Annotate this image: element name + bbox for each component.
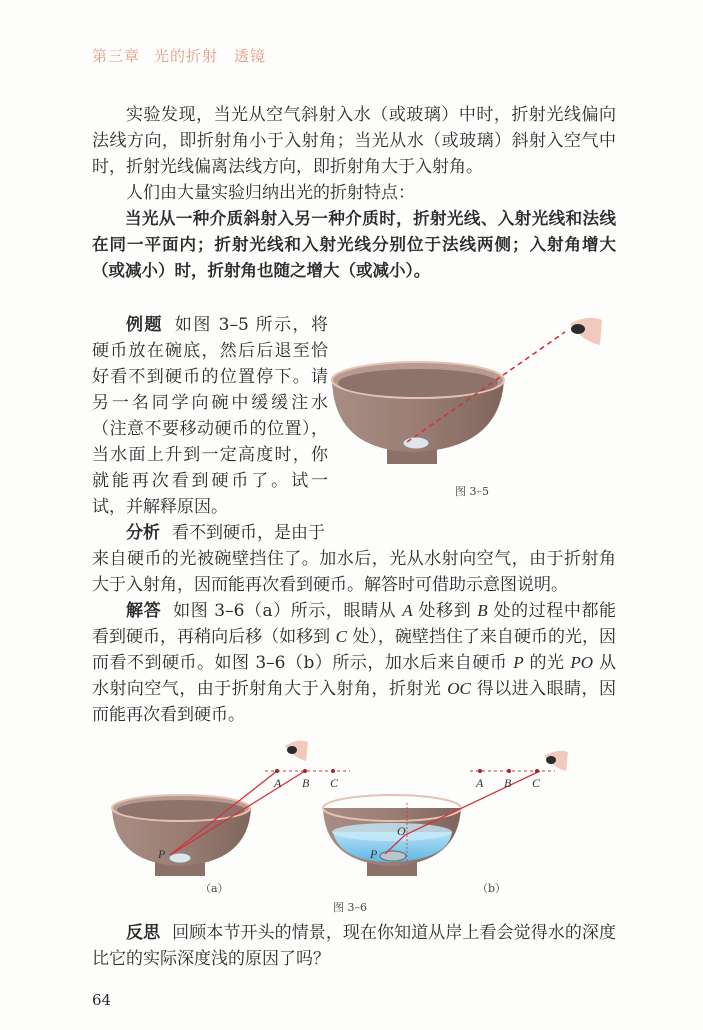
reflection-paragraph: [92, 920, 616, 972]
ray-label: OC: [447, 679, 471, 698]
example-label: 例题: [126, 315, 163, 335]
analysis-text-start: 看不到硬币，是由于: [172, 523, 325, 543]
figure-3-5-bowl: [332, 362, 504, 464]
figure-3-5-caption: 图 3–5: [455, 485, 489, 498]
figure-3-6: [92, 736, 616, 916]
point-label: B: [477, 601, 488, 620]
answer-text: 的光: [523, 653, 571, 673]
chapter-label: 第三章: [92, 47, 141, 65]
point-b-label: B: [504, 776, 512, 790]
point-label: P: [513, 653, 524, 672]
answer-text: 处的过程中都能看到硬币，再稍向后移（如移到: [92, 601, 617, 647]
eye-icon: [570, 318, 602, 345]
reflection-text: 回顾本节开头的情景，现在你知道从岸上看会觉得水的深度比它的实际深度浅的原因了吗？: [92, 923, 617, 969]
answer-paragraph: [92, 598, 616, 728]
figure-3-5: [328, 312, 616, 502]
ray-label: PO: [570, 653, 594, 672]
subfigure-b-caption: （b）: [477, 882, 507, 895]
paragraph-summary-intro: 人们由大量实验归纳出光的折射特点：: [126, 183, 415, 203]
subfigure-a-caption: （a）: [200, 882, 229, 895]
point-a-label: A: [476, 776, 484, 790]
point-label: A: [402, 601, 413, 620]
analysis-first-line: [92, 520, 328, 546]
paragraph-experiment: 实验发现，当光从空气斜射入水（或玻璃）中时，折射光线偏向法线方向，即折射角小于入射角；当光从水（或玻璃）斜射入空气中时，折射光线偏离法线方向，即折射角大于入射角。: [92, 105, 616, 177]
eye-icon: [285, 741, 308, 761]
text-column: [92, 0, 616, 1030]
answer-text: 如图 3–6（a）所示，眼睛从: [173, 601, 403, 621]
point-label: C: [335, 627, 347, 646]
figure-3-6b-bowl: [323, 795, 461, 876]
example-row: [92, 312, 616, 546]
example-column: [92, 312, 328, 546]
point-a-label: A: [274, 776, 282, 790]
reflection-label: 反思: [126, 923, 161, 943]
point-o-label: O: [397, 824, 406, 838]
answer-text: 得以进入眼睛，因而能再次看到硬币。: [92, 679, 617, 725]
refraction-rule: 当光从一种介质斜射入另一种介质时，折射光线、入射光线和法线在同一平面内；折射光线和入射光线分别位于法线两侧；入射角增大（或减小）时，折射角也随之增大（或减小）。: [92, 209, 616, 280]
point-p-label: P: [370, 847, 378, 861]
point-p-label: P: [158, 847, 166, 861]
point-c-label: C: [532, 776, 541, 790]
point-c-label: C: [330, 776, 339, 790]
example-text: 如图 3–5 所示，将硬币放在碗底，然后后退至恰好看不到硬币的位置停下。请另一名同学向碗中缓缓注水（注意不要移动硬币的位置），当水面上升到一定高度时，你就能再次看到硬币了。试一试，并解释原因。: [92, 315, 328, 517]
chapter-title: 光的折射 透镜: [154, 47, 267, 65]
eye-icon: [544, 751, 568, 771]
answer-text: 处移到: [412, 601, 478, 621]
page-number: 64: [92, 991, 112, 1009]
answer-text: 处），碗壁挡住了来自硬币的光，因而看不到硬币。如图 3–6（b）所示，加水后来自硬币: [92, 627, 617, 673]
answer-text: 从水射向空气，由于折射角大于入射角，折射光: [92, 653, 616, 699]
answer-label: 解答: [126, 601, 162, 621]
example-problem: [92, 312, 328, 520]
point-b-label: B: [302, 776, 310, 790]
running-header: [92, 46, 616, 66]
analysis-text: 来自硬币的光被碗壁挡住了。加水后，光从水射向空气，由于折射角大于入射角，因而能再次看到硬币。解答时可借助示意图说明。: [92, 549, 616, 595]
figure-3-6-caption: 图 3–6: [333, 901, 367, 914]
analysis-label: 分析: [126, 523, 160, 543]
